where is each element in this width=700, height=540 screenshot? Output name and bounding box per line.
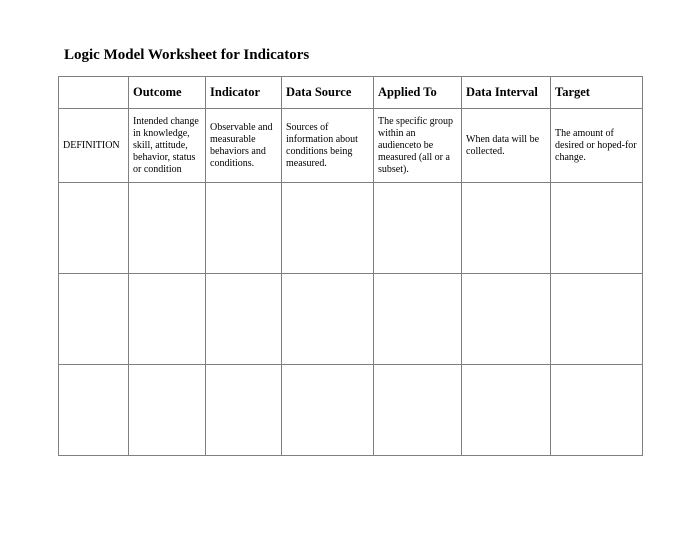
blank-cell[interactable] [374,183,462,274]
blank-cell[interactable] [374,365,462,456]
indicator-worksheet-table [58,76,643,456]
blank-cell[interactable] [282,365,374,456]
page-title: Logic Model Worksheet for Indicators [64,47,310,63]
definition-data-source: Sources of information about conditions being measured. [282,109,374,183]
blank-cell[interactable] [551,365,643,456]
blank-cell[interactable] [129,365,206,456]
header-outcome: Outcome [129,77,206,109]
blank-cell[interactable] [206,274,282,365]
blank-cell[interactable] [206,183,282,274]
header-indicator: Indicator [206,77,282,109]
blank-cell[interactable] [129,183,206,274]
blank-entry-row [59,274,643,365]
definition-label: DEFINITION [59,109,129,183]
definition-target: The amount of desired or hoped-for change. [551,109,643,183]
blank-cell[interactable] [59,274,129,365]
definition-data-interval: When data will be collected. [462,109,551,183]
blank-cell[interactable] [59,183,129,274]
definition-outcome: Intended change in knowledge, skill, attitude, behavior, status or condition [129,109,206,183]
blank-cell[interactable] [129,274,206,365]
blank-cell[interactable] [462,183,551,274]
blank-cell[interactable] [206,365,282,456]
blank-cell[interactable] [59,365,129,456]
header-data-interval: Data Interval [462,77,551,109]
blank-cell[interactable] [462,274,551,365]
definition-applied-to: The specific group within an audienceto be measured (all or a subset). [374,109,462,183]
blank-cell[interactable] [282,274,374,365]
blank-cell[interactable] [551,183,643,274]
definition-row [59,109,643,183]
header-target: Target [551,77,643,109]
blank-entry-row [59,365,643,456]
header-row [59,77,643,109]
corner-cell [59,77,129,109]
header-applied-to: Applied To [374,77,462,109]
header-data-source: Data Source [282,77,374,109]
blank-cell[interactable] [462,365,551,456]
blank-cell[interactable] [551,274,643,365]
definition-indicator: Observable and measurable behaviors and conditions. [206,109,282,183]
blank-cell[interactable] [374,274,462,365]
blank-entry-row [59,183,643,274]
blank-cell[interactable] [282,183,374,274]
